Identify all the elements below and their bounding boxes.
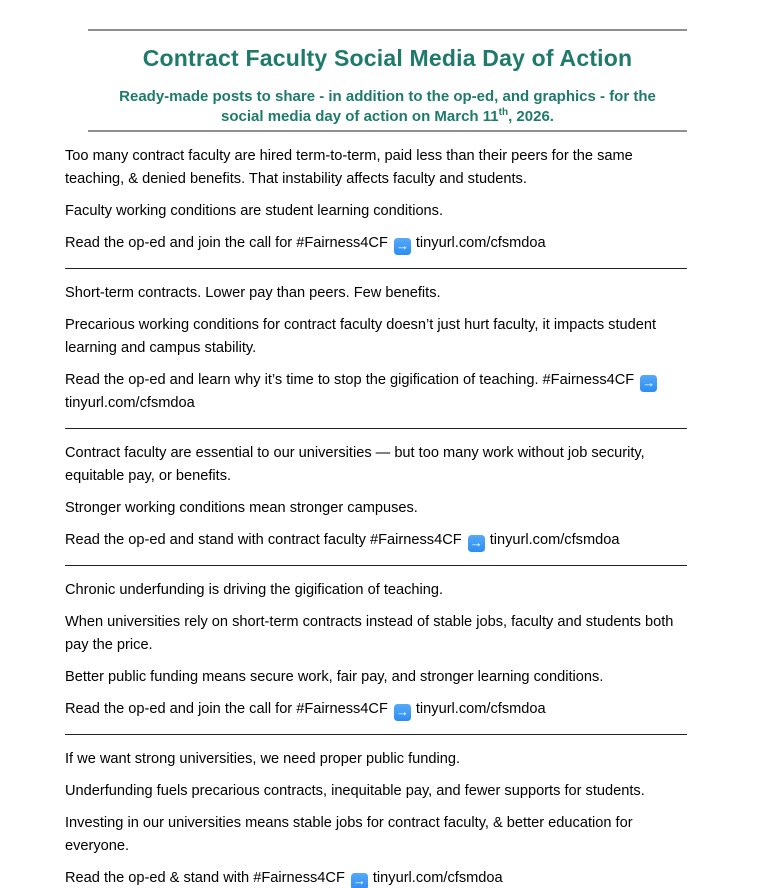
post-paragraph — [65, 369, 687, 415]
right-arrow-icon: → — [395, 703, 409, 719]
subtitle-date-suffix: , 2026. — [508, 107, 554, 125]
post-paragraph — [65, 579, 687, 602]
post-sections — [65, 132, 687, 888]
post-paragraph — [65, 666, 687, 689]
right-arrow-icon: → — [352, 872, 366, 888]
paragraph-text: Faculty working conditions are student learning conditions. — [65, 202, 444, 219]
page-title: Contract Faculty Social Media Day of Action — [142, 45, 633, 71]
paragraph-text: If we want strong universities, we need proper public funding. — [65, 750, 461, 767]
paragraph-text: Investing in our universities means stable jobs for contract faculty, & better education for everyone. — [65, 814, 633, 854]
right-arrow-icon: → — [642, 374, 656, 390]
post-paragraph — [65, 145, 687, 191]
post-paragraph — [65, 867, 687, 888]
paragraph-text: Underfunding fuels precarious contracts, inequitable pay, and fewer supports for students. — [65, 782, 645, 799]
tinyurl-link[interactable]: tinyurl.com/cfsmdoa — [489, 531, 620, 548]
paragraph-text: Read the op-ed and join the call for #Fairness4CF — [65, 234, 388, 251]
post-paragraph — [65, 232, 687, 255]
paragraph-text: Precarious working conditions for contract faculty doesn’t just hurt faculty, it impacts student learning and campus stability. — [65, 316, 657, 356]
subtitle-ordinal-suffix: th — [498, 106, 509, 118]
document-header — [88, 29, 687, 132]
right-arrow-icon: → — [395, 237, 409, 253]
paragraph-text: Short-term contracts. Lower pay than peers. Few benefits. — [65, 284, 441, 301]
right-arrow-icon: → — [469, 534, 483, 550]
tinyurl-link[interactable]: tinyurl.com/cfsmdoa — [372, 869, 503, 886]
post-paragraph — [65, 780, 687, 803]
paragraph-text: Chronic underfunding is driving the gigification of teaching. — [65, 581, 444, 598]
post-paragraph — [65, 200, 687, 223]
post-paragraph — [65, 282, 687, 305]
post-paragraph — [65, 698, 687, 721]
page-subtitle — [100, 87, 675, 127]
tinyurl-link[interactable]: tinyurl.com/cfsmdoa — [415, 700, 546, 717]
post-section-2 — [65, 269, 687, 429]
paragraph-text: Too many contract faculty are hired term-to-term, paid less than their peers for the same teaching, & denied benefits. That instability affects faculty and students. — [65, 147, 633, 187]
paragraph-text: When universities rely on short-term contracts instead of stable jobs, faculty and students both pay the price. — [65, 613, 674, 653]
post-paragraph — [65, 812, 687, 858]
paragraph-text: Read the op-ed and join the call for #Fairness4CF — [65, 700, 388, 717]
subtitle-text: Ready-made posts to share - in addition to the op-ed, and graphics - for the social media day of action on March 11 — [119, 87, 656, 125]
post-paragraph — [65, 748, 687, 771]
post-paragraph — [65, 529, 687, 552]
paragraph-text: Contract faculty are essential to our universities — but too many work without job security, equitable pay, or benefits. — [65, 444, 645, 484]
post-section-1 — [65, 132, 687, 269]
paragraph-text: Stronger working conditions mean stronger campuses. — [65, 499, 418, 516]
post-section-5 — [65, 735, 687, 888]
post-paragraph — [65, 314, 687, 360]
post-paragraph — [65, 442, 687, 488]
paragraph-text: Read the op-ed and learn why it’s time to stop the gigification of teaching. #Fairness4CF — [65, 371, 635, 388]
post-section-3 — [65, 429, 687, 566]
paragraph-text: Read the op-ed and stand with contract faculty #Fairness4CF — [65, 531, 462, 548]
post-section-4 — [65, 566, 687, 735]
post-paragraph — [65, 497, 687, 520]
paragraph-text: Better public funding means secure work, fair pay, and stronger learning conditions. — [65, 668, 604, 685]
tinyurl-link[interactable]: tinyurl.com/cfsmdoa — [65, 394, 195, 411]
paragraph-text: Read the op-ed & stand with #Fairness4CF — [65, 869, 345, 886]
tinyurl-link[interactable]: tinyurl.com/cfsmdoa — [415, 234, 546, 251]
post-paragraph — [65, 611, 687, 657]
